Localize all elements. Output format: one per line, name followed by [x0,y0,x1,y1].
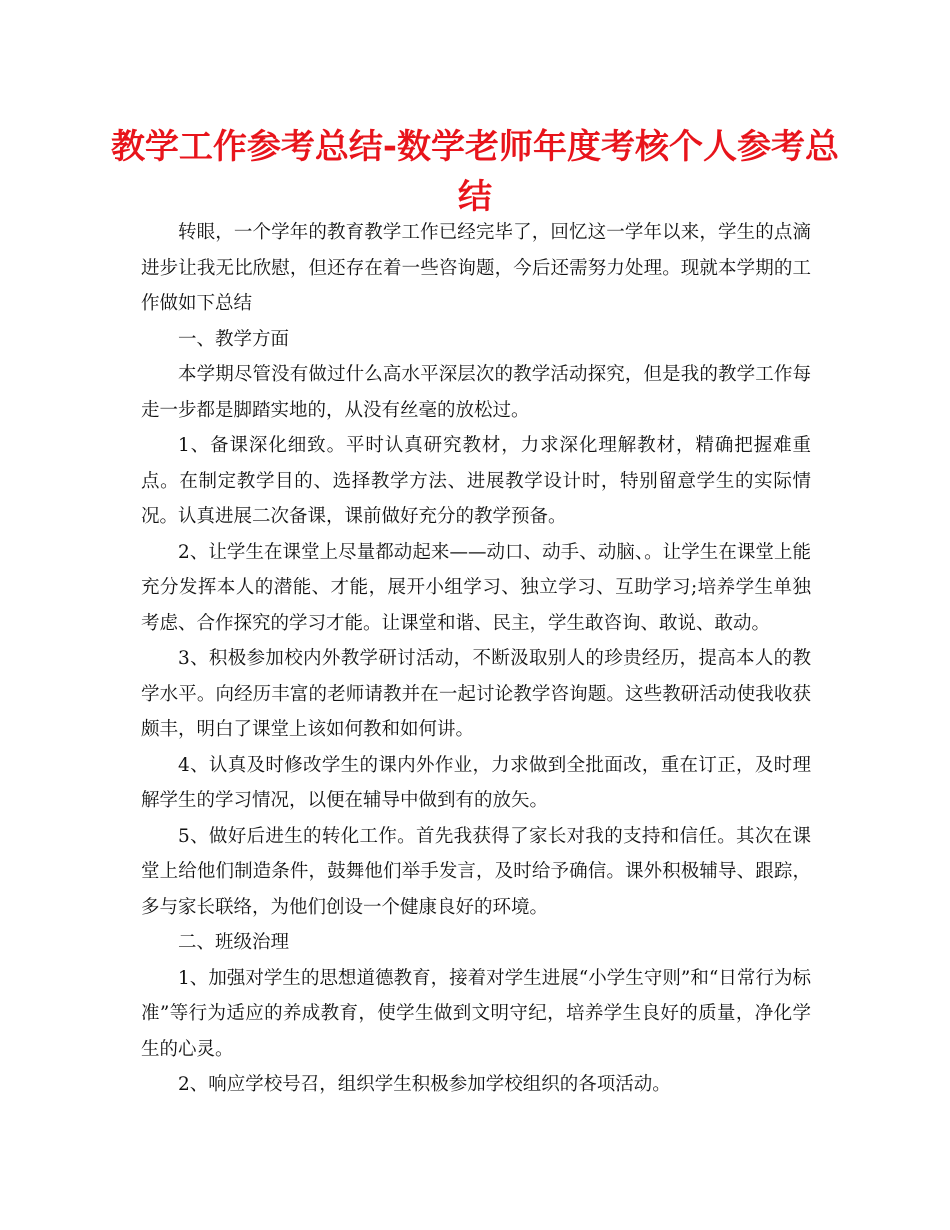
document-body [141,215,811,1103]
section-heading-class-management: 二、班级治理 [178,932,290,953]
paragraph-teaching-overview: 本学期尽管没有做过什么高水平深层次的教学活动探究，但是我的教学工作每走一步都是脚踏实地的，从没有丝毫的放松过。 [141,364,811,421]
paragraph-teaching-item-3: 3、积极参加校内外教学研讨活动，不断汲取别人的珍贵经历，提高本人的教学水平。向经历丰富的老师请教并在一起讨论教学咨询题。这些教研活动使我收获颇丰，明白了课堂上该如何教和如何讲。 [141,648,811,740]
document-title: 教学工作参考总结-数学老师年度考核个人参考总结 [110,127,840,217]
paragraph-class-item-2: 2、响应学校号召，组织学生积极参加学校组织的各项活动。 [178,1074,671,1095]
section-heading-teaching: 一、教学方面 [178,328,290,350]
paragraph-teaching-item-5: 5、做好后进生的转化工作。首先我获得了家长对我的支持和信任。其次在课堂上给他们制造条件，鼓舞他们举手发言，及时给予确信。课外积极辅导、跟踪，多与家长联络，为他们创设一个健康良好的环境。 [141,825,811,918]
paragraph-teaching-item-2: 2、让学生在课堂上尽量都动起来——动口、动手、动脑、。让学生在课堂上能充分发挥本人的潜能、才能，展开小组学习、独立学习、互助学习;培养学生单独考虑、合作探究的学习才能。让课堂和谐、民主，学生敢咨询、敢说、敢动。 [141,541,811,634]
paragraph-teaching-item-1: 1、备课深化细致。平时认真研究教材，力求深化理解教材，精确把握难重点。在制定教学目的、选择教学方法、进展教学设计时，特别留意学生的实际情况。认真进展二次备课，课前做好充分的教学预备。 [141,435,811,527]
paragraph-teaching-item-4: 4、认真及时修改学生的课内外作业，力求做到全批面改，重在订正，及时理解学生的学习情况，以便在辅导中做到有的放矢。 [141,754,811,811]
paragraph-intro: 转眼，一个学年的教育教学工作已经完毕了，回忆这一学年以来，学生的点滴进步让我无比欣慰，但还存在着一些咨询题，今后还需努力处理。现就本学期的工作做如下总结 [141,222,811,314]
paragraph-class-item-1: 1、加强对学生的思想道德教育，接着对学生进展“小学生守则”和“日常行为标准”等行为适应的养成教育，使学生做到文明守纪，培养学生良好的质量，净化学生的心灵。 [141,967,811,1060]
